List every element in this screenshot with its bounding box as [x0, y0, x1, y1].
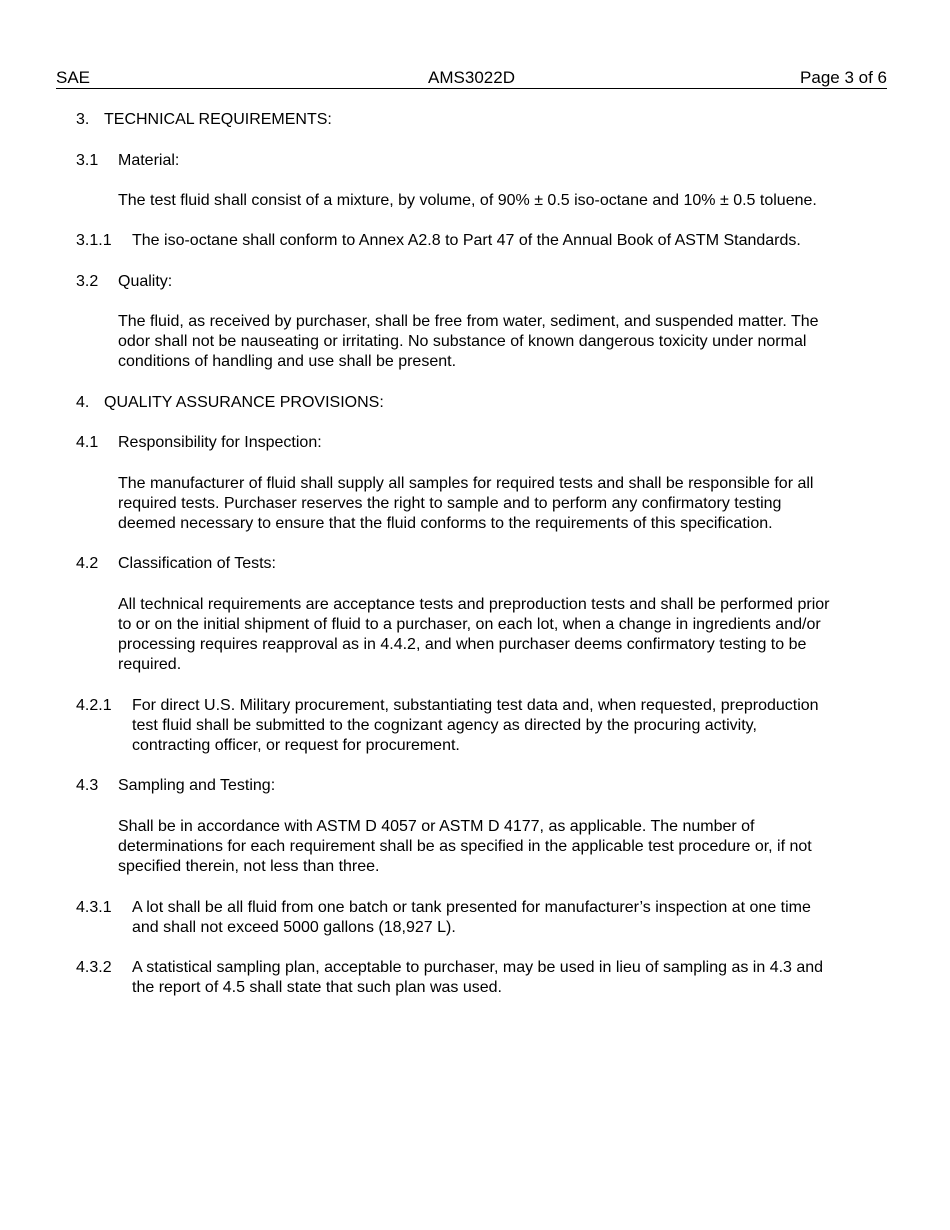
section-number: 3.2	[76, 273, 99, 290]
paragraph-line: required tests. Purchaser reserves the right to sample and to perform any confirmatory testing	[118, 495, 782, 512]
paragraph-line: The manufacturer of fluid shall supply all samples for required tests and shall be responsible for all	[118, 475, 814, 492]
section-number: 4.	[76, 394, 90, 411]
paragraph-line: All technical requirements are acceptance tests and preproduction tests and shall be performed prior	[118, 596, 830, 613]
section-text	[132, 898, 811, 938]
paragraph-line: deemed necessary to ensure that the fluid conforms to the requirements of this specification.	[118, 515, 773, 532]
section-3-1-body	[118, 191, 878, 211]
paragraph-line: the report of 4.5 shall state that such plan was used.	[132, 979, 502, 996]
section-text	[132, 696, 819, 756]
section-number: 3.1.1	[76, 232, 112, 249]
header-document-number: AMS3022D	[428, 68, 515, 87]
paragraph-line: test fluid shall be submitted to the cognizant agency as directed by the procuring activity,	[132, 717, 757, 734]
section-4-3-body	[118, 817, 878, 877]
section-title: Quality:	[118, 273, 173, 290]
section-title: TECHNICAL REQUIREMENTS:	[104, 111, 332, 128]
page-header	[56, 68, 887, 89]
section-number: 4.2.1	[76, 697, 112, 714]
paragraph-line: For direct U.S. Military procurement, substantiating test data and, when requested, preproduction	[132, 697, 819, 714]
paragraph-line: Shall be in accordance with ASTM D 4057 or ASTM D 4177, as applicable. The number of	[118, 818, 755, 835]
section-text	[132, 958, 823, 998]
paragraph-line: The fluid, as received by purchaser, shall be free from water, sediment, and suspended matter. The	[118, 313, 819, 330]
section-4-2-body	[118, 595, 878, 675]
paragraph-line: A lot shall be all fluid from one batch or tank presented for manufacturer’s inspection at one time	[132, 899, 811, 916]
section-3-2-body	[118, 312, 878, 372]
section-4-1-body	[118, 474, 878, 534]
section-title: Responsibility for Inspection:	[118, 434, 322, 451]
section-title: Classification of Tests:	[118, 555, 276, 572]
section-number: 4.3	[76, 777, 99, 794]
paragraph-line: specified therein, not less than three.	[118, 858, 380, 875]
paragraph-line: required.	[118, 656, 182, 673]
paragraph-line: and shall not exceed 5000 gallons (18,927 L).	[132, 919, 456, 936]
header-organization: SAE	[56, 68, 91, 87]
section-number: 4.3.1	[76, 899, 112, 916]
section-number: 3.1	[76, 152, 99, 169]
section-number: 4.2	[76, 555, 99, 572]
paragraph-line: contracting officer, or request for procurement.	[132, 737, 460, 754]
section-number: 3.	[76, 111, 90, 128]
paragraph-line: The test fluid shall consist of a mixture, by volume, of 90% ± 0.5 iso-octane and 10% ± 0.5 toluene.	[118, 192, 817, 209]
section-title: QUALITY ASSURANCE PROVISIONS:	[104, 394, 384, 411]
section-title: Material:	[118, 152, 180, 169]
paragraph-line: A statistical sampling plan, acceptable to purchaser, may be used in lieu of sampling as in 4.3 and	[132, 959, 824, 976]
paragraph-line: odor shall not be nauseating or irritating. No substance of known dangerous toxicity under normal	[118, 333, 807, 350]
header-page-number: Page 3 of 6	[800, 68, 887, 87]
paragraph-line: determinations for each requirement shall be as specified in the applicable test procedure or, if not	[118, 838, 812, 855]
paragraph-line: The iso-octane shall conform to Annex A2.8 to Part 47 of the Annual Book of ASTM Standards.	[132, 232, 801, 249]
paragraph-line: processing requires reapproval as in 4.4.2, and when purchaser deems confirmatory testing to be	[118, 636, 807, 653]
section-title: Sampling and Testing:	[118, 777, 276, 794]
section-number: 4.1	[76, 434, 99, 451]
paragraph-line: conditions of handling and use shall be present.	[118, 353, 457, 370]
paragraph-line: to or on the initial shipment of fluid to a purchaser, on each lot, when a change in ingredients and/or	[118, 616, 821, 633]
section-number: 4.3.2	[76, 959, 112, 976]
